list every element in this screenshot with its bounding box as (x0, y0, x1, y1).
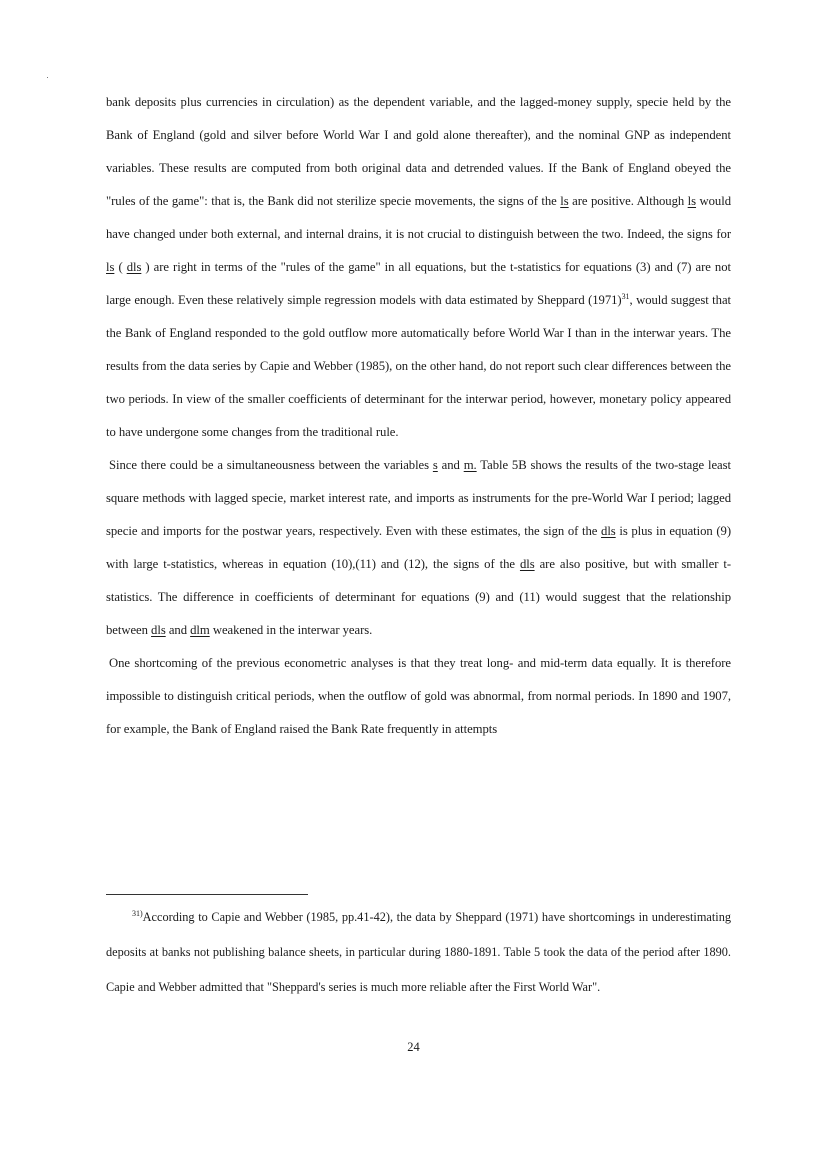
variable-s: s (432, 458, 438, 472)
paragraph-1-text: bank deposits plus currencies in circulation) as the dependent variable, and the lagged-money supply, specie held by the Bank of England (gold and silver before World War I and gold alone thereafter), and the nominal GNP as independent variables. These results are computed from both original data and detrended values. If the Bank of England obeyed the "rules of the game": that is, the Bank did not sterilize specie movements, the signs of the (106, 95, 731, 208)
variable-ls: ls (106, 260, 115, 274)
paragraph-1-text: ( (114, 260, 127, 274)
variable-dls: dls (126, 260, 142, 274)
paragraph-3 (106, 647, 731, 746)
page-number: 24 (407, 1040, 420, 1054)
paragraph-2-text: are also positive, but with smaller t-statistics. The difference in coefficients of determinant for equations (9) and (11) would suggest that the relationship between (106, 557, 731, 637)
variable-dlm: dlm (190, 623, 210, 637)
variable-dls: dls (601, 524, 616, 538)
paragraph-2-text: weakened in the interwar years. (209, 623, 373, 637)
variable-dls: dls (151, 623, 166, 637)
footnote-marker: 31) (132, 908, 143, 918)
scan-speck (47, 77, 48, 78)
paragraph-1 (106, 86, 731, 449)
variable-ls: ls (687, 194, 697, 208)
footnote-text (106, 900, 731, 1005)
paragraph-2-text: Table 5B shows the results of the two-stage least square methods with lagged specie, market interest rate, and imports as instruments for the pre-World War I period; lagged specie and imports for the postwar years, respectively. Even with these estimates, the sign of the (106, 458, 731, 538)
variable-ls: ls (560, 194, 569, 208)
paragraph-1-text: would have changed under both external, and internal drains, it is not crucial to distinguish between the two. Indeed, the signs for (106, 194, 731, 241)
footnote-body: According to Capie and Webber (1985, pp.41-42), the data by Sheppard (1971) have shortcomings in underestimating deposits at banks not publishing balance sheets, in particular during 1880-1891. Table 5 took the data of the period after 1890. Capie and Webber admitted that "Sheppard's series is much more reliable after the First World War". (106, 910, 731, 994)
paragraph-1-text: ) are right in terms of the "rules of the game" in all equations, but the t-statistics for equations (3) and (7) are not large enough. Even these relatively simple regression models with data estimated by Sheppard (1971) (106, 260, 731, 307)
variable-m: m. (463, 458, 477, 472)
paragraph-3-text: One shortcoming of the previous econometric analyses is that they treat long- and mid-term data equally. It is therefore impossible to distinguish critical periods, when the outflow of gold was abnormal, from normal periods. In 1890 and 1907, for example, the Bank of England raised the Bank Rate frequently in attempts (106, 656, 731, 736)
paragraph-2-text: is plus in equation (9) with large t-statistics, whereas in equation (10),(11) and (12), the signs of the (106, 524, 731, 571)
footnote-divider (106, 894, 308, 895)
body-text (106, 86, 731, 746)
paragraph-2-text: Since there could be a simultaneousness between the variables (109, 458, 433, 472)
paragraph-1-text: are positive. Although (568, 194, 688, 208)
paragraph-2-text: and (165, 623, 191, 637)
paragraph-2-text: and (437, 458, 464, 472)
footnote-reference: 31 (621, 291, 630, 301)
paragraph-2 (106, 449, 731, 647)
variable-dls: dls (519, 557, 535, 571)
paragraph-1-text: , would suggest that the Bank of England responded to the gold outflow more automatically before World War I than in the interwar years. The results from the data series by Capie and Webber (1985), on the other hand, do not report such clear differences between the two periods. In view of the smaller coefficients of determinant for the interwar period, however, monetary policy appeared to have undergone some changes from the traditional rule. (106, 293, 731, 439)
footnote (106, 900, 731, 1005)
